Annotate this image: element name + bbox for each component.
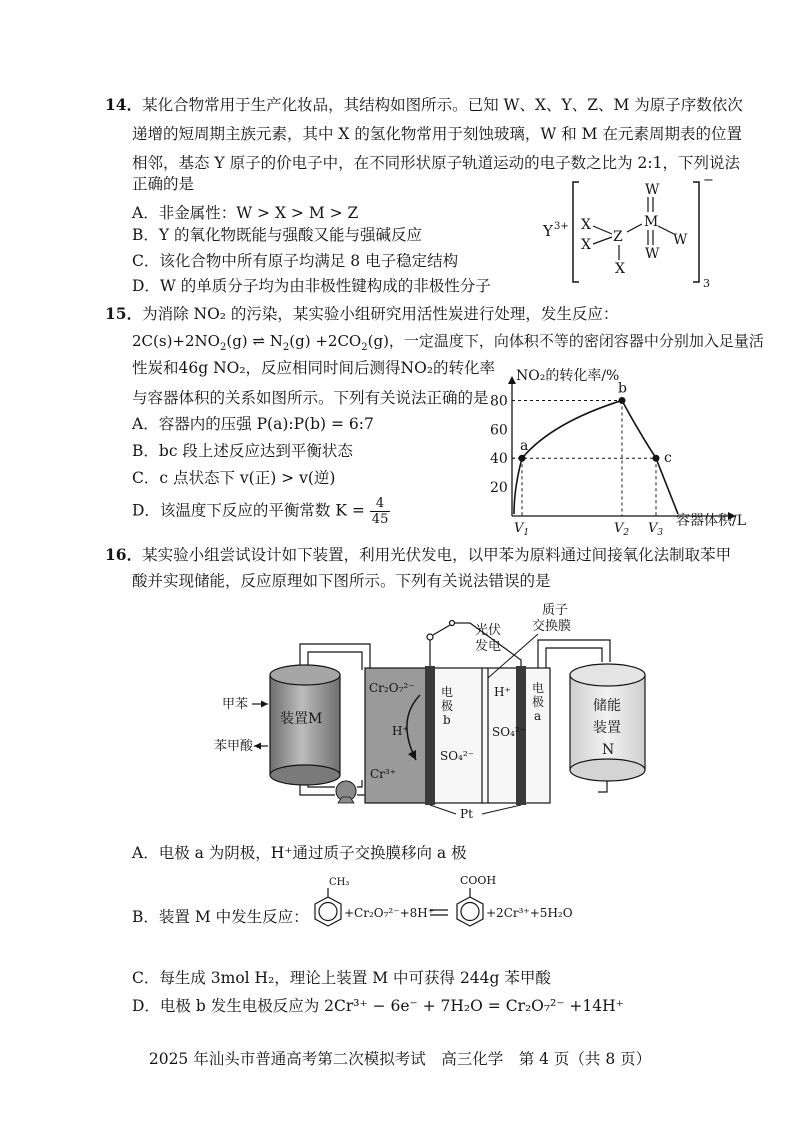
external-circuit — [427, 621, 521, 667]
q14-option-a: A．非金属性：W > X > M > Z — [132, 204, 359, 222]
benzoic-ring — [457, 888, 483, 926]
structure-left-bracket — [573, 182, 579, 282]
q15-option-a: A．容器内的压强 P(a):P(b) = 6:7 — [132, 415, 374, 433]
q15-line3: 性炭和46g NO₂，反应相同时间后测得NO₂的转化率 — [132, 359, 496, 377]
atom-w-bottom: W — [645, 246, 660, 262]
q14-number: 14． — [105, 95, 143, 114]
electrode-a-char2: 极 — [532, 695, 545, 709]
q14-line2: 递增的短周期主族元素，其中 X 的氢化物常用于刻蚀玻璃，W 和 M 在元素周期表的位置 — [132, 125, 742, 143]
page-footer: 2025 年汕头市普通高考第二次模拟考试 高三化学 第 4 页（共 8 页） — [148, 1050, 652, 1068]
q16-option-d: D．电极 b 发生电极反应为 2Cr³⁺ − 6e⁻ + 7H₂O = Cr₂O₇²⁻ +14H⁺ — [132, 997, 624, 1015]
q16-option-b-reaction — [300, 870, 600, 940]
atom-z: Z — [613, 229, 623, 245]
pv-label-1: 光伏 — [475, 623, 502, 638]
q15-k-fraction: $\frac{4}{45}$ — [371, 496, 389, 527]
reaction-right-text: +2Cr³⁺+5H₂O — [486, 906, 573, 920]
device-m-label: 装置M — [280, 711, 323, 727]
q14-line1: 14．某化合物常用于生产化妆品，其结构如图所示。已知 W、X、Y、Z、M 为原子序数依次 — [105, 95, 743, 114]
q15-line1: 15．为消除 NO₂ 的污染，某实验小组研究用活性炭进行处理，发生反应： — [105, 304, 619, 323]
y-tick-20: 20 — [490, 480, 508, 497]
atom-w-right: W — [673, 232, 688, 248]
point-label-a: a — [520, 438, 529, 455]
structure-right-bracket — [693, 182, 699, 282]
x-tick-V1: $V_1$ — [514, 521, 530, 538]
storage-label-1: 储能 — [593, 698, 621, 714]
x-tick-V3: $V_3$ — [648, 521, 664, 538]
atom-m: M — [644, 214, 659, 230]
so4-left-label: SO₄²⁻ — [440, 749, 475, 763]
pv-label-2: 发电 — [475, 639, 502, 654]
reaction-middle-text: +Cr₂O₇²⁻+8H⁺ — [344, 906, 435, 920]
q15-line4: 与容器体积的关系如图所示。下列有关说法正确的是 — [132, 389, 489, 407]
atom-x-bottom: X — [615, 261, 625, 277]
structure-cation: Y — [543, 222, 553, 240]
q14-line3: 相邻，基态 Y 原子的价电子中，在不同形状原子轨道运动的电子数之比为 2:1，下列说法 — [132, 154, 740, 172]
y-tick-40: 40 — [490, 451, 508, 468]
toluene-ring — [315, 888, 341, 926]
cooh-label: COOH — [460, 874, 497, 887]
cr3-label: Cr³⁺ — [370, 767, 397, 781]
storage-label-3: N — [602, 742, 615, 758]
q15-option-d: D．该温度下反应的平衡常数 K = $\frac{4}{45}$ — [132, 496, 389, 527]
structure-cation-charge: 3+ — [554, 221, 569, 232]
q15-option-b: B．bc 段上述反应达到平衡状态 — [132, 442, 353, 460]
point-label-c: c — [664, 450, 672, 467]
y-tick-80: 80 — [490, 393, 508, 410]
storage-label-2: 装置 — [593, 720, 621, 736]
membrane-label-2: 交换膜 — [532, 619, 572, 634]
membrane-label-1: 质子 — [542, 603, 569, 618]
benzoic-acid-label: 苯甲酸 — [214, 739, 254, 754]
q16-option-a: A．电极 a 为阴极，H⁺通过质子交换膜移向 a 极 — [132, 844, 467, 862]
q16-option-c: C．每生成 3mol H₂，理论上装置 M 中可获得 244g 苯甲酸 — [132, 969, 551, 987]
atom-x-upper: X — [581, 217, 591, 233]
q16-line1: 16．某实验小组尝试设计如下装置，利用光伏发电，以甲苯为原料通过间接氧化法制取苯甲 — [105, 545, 732, 564]
point-label-b: b — [618, 380, 627, 397]
x-tick-V2: $V_2$ — [614, 521, 630, 538]
y-axis-arrow — [508, 376, 516, 384]
hplus-left-label: H⁺ — [392, 724, 409, 738]
x-axis-label: 容器体积/L — [676, 513, 747, 529]
atom-w-top: W — [645, 182, 660, 198]
q15-equation-line: $2C(s)+2NO_2(g)$ ⇌ $N_2(g) +2CO_2(g)$，一定温度下，向体积不等的密闭容器中分别加入足量活 — [132, 332, 764, 353]
electrode-b-char3: b — [443, 713, 451, 727]
y-tick-60: 60 — [490, 422, 508, 439]
structure-count: 3 — [703, 277, 710, 290]
electrode-b-char1: 电 — [441, 685, 454, 699]
toluene-label: 甲苯 — [222, 697, 249, 712]
electrode-a-char3: a — [534, 709, 542, 723]
q15-conversion-chart — [470, 368, 770, 538]
electrode-a-char1: 电 — [532, 681, 545, 695]
atom-x-lower: X — [581, 237, 591, 253]
point-a — [519, 455, 526, 462]
q16-apparatus-diagram — [214, 600, 640, 821]
cr2o7-label: Cr₂O₇²⁻ — [369, 681, 415, 695]
electrode-b — [425, 666, 435, 805]
q14-structure-diagram — [535, 172, 725, 292]
point-c — [653, 455, 660, 462]
pt-label: Pt — [460, 807, 473, 821]
q16-number: 16． — [105, 545, 143, 564]
q14-line4: 正确的是 — [132, 175, 195, 193]
electrode-b-char2: 极 — [441, 699, 454, 713]
q14-option-b: B．Y 的氧化物既能与强酸又能与强碱反应 — [132, 226, 423, 244]
q15-option-c: C．c 点状态下 v(正) > v(逆) — [132, 469, 336, 487]
q16-line2: 酸并实现储能，反应原理如下图所示。下列有关说法错误的是 — [132, 572, 551, 590]
so4-right-label: SO₄²⁻ — [492, 725, 527, 739]
hplus-right-label: H⁺ — [494, 685, 511, 699]
q16-option-b-prefix: B．装置 M 中发生反应： — [132, 908, 309, 926]
y-axis-label: NO₂的转化率/% — [516, 368, 620, 384]
q14-option-c: C．该化合物中所有原子均满足 8 电子稳定结构 — [132, 252, 459, 270]
ch3-label: CH₃ — [329, 877, 350, 888]
structure-bonds — [593, 197, 674, 260]
q15-number: 15． — [105, 304, 143, 323]
structure-anion-charge: − — [703, 173, 714, 188]
q14-option-d: D．W 的单质分子均为由非极性键构成的非极性分子 — [132, 277, 491, 295]
point-b — [619, 397, 626, 404]
